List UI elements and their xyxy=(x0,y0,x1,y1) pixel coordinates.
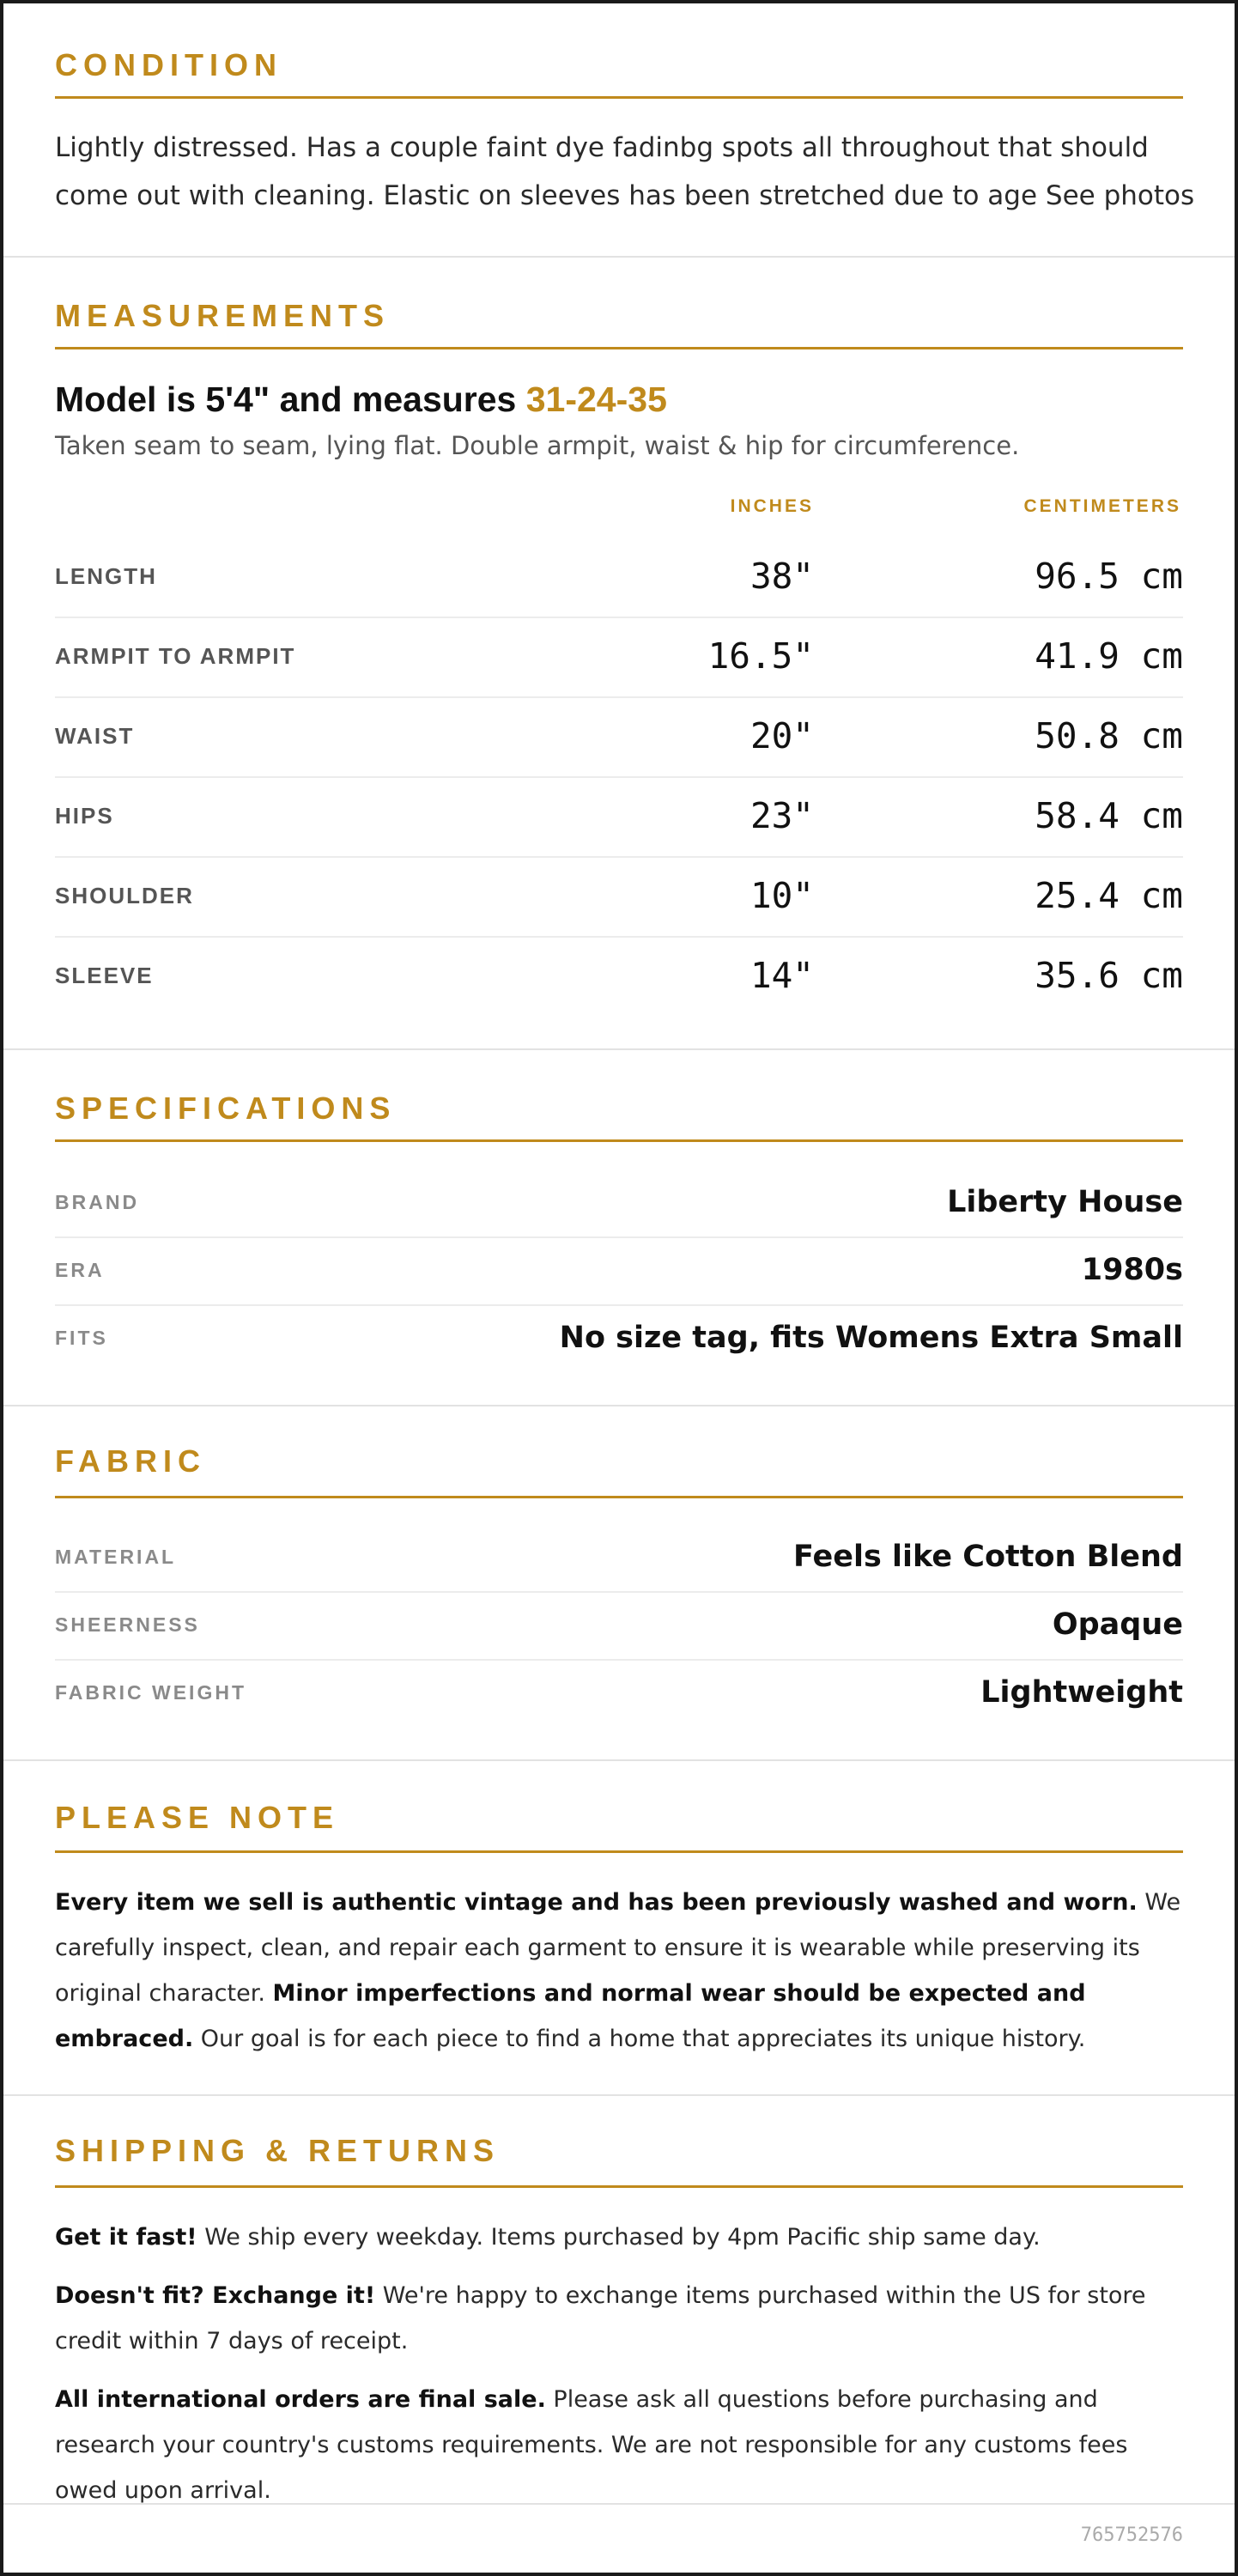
measurement-inches: 20" xyxy=(749,715,814,756)
measurements-rule xyxy=(55,347,1183,349)
fabric-heading: FABRIC xyxy=(55,1443,206,1479)
condition-heading: CONDITION xyxy=(55,47,282,82)
please-note-text-2: Our goal is for each piece to find a home that appreciates its unique history. xyxy=(193,2026,1086,2052)
please-note-bold-1: Every item we sell is authentic vintage and has been previously washed and worn. xyxy=(55,1889,1138,1916)
measurement-inches: 38" xyxy=(749,556,814,597)
shipping-paragraph-3 xyxy=(55,2377,1183,2513)
shipping-heading: SHIPPING & RETURNS xyxy=(55,2133,501,2168)
measurement-cm: 41.9 cm xyxy=(1035,635,1183,677)
spec-row-brand xyxy=(55,1169,1183,1238)
measurement-inches: 10" xyxy=(749,875,814,916)
spec-row-era xyxy=(55,1236,1183,1306)
shipping-section xyxy=(3,2094,1235,2505)
measurements-heading: MEASUREMENTS xyxy=(55,298,391,333)
measurement-label: HIPS xyxy=(55,803,114,829)
measurement-label: ARMPIT TO ARMPIT xyxy=(55,643,296,669)
condition-text-line-2: come out with cleaning. Elastic on sleeves has been stretched due to age See photos xyxy=(55,180,1195,211)
shipping-bold-2: Doesn't fit? Exchange it! xyxy=(55,2282,376,2309)
please-note-text-1: We carefully inspect, clean, and repair each garment to ensure it is wearable while preserving its original character. xyxy=(55,1889,1181,2007)
shipping-paragraph-2 xyxy=(55,2273,1183,2364)
spec-label: FITS xyxy=(55,1327,108,1349)
fabric-value: Lightweight xyxy=(980,1675,1183,1710)
measurement-label: SLEEVE xyxy=(55,963,154,988)
fabric-label: SHEERNESS xyxy=(55,1613,200,1636)
model-measures-value: 31-24-35 xyxy=(525,380,667,419)
centimeters-column-header: CENTIMETERS xyxy=(1023,496,1181,516)
condition-rule xyxy=(55,96,1183,99)
shipping-bold-1: Get it fast! xyxy=(55,2224,197,2251)
condition-section xyxy=(3,3,1235,258)
inches-column-header: INCHES xyxy=(730,496,814,516)
please-note-bold-2: Minor imperfections and normal wear should be expected and embraced. xyxy=(55,1980,1086,2052)
measurement-cm: 58.4 cm xyxy=(1035,795,1183,836)
measurement-cm: 35.6 cm xyxy=(1035,955,1183,996)
shipping-text-2: We're happy to exchange items purchased within the US for store credit within 7 days of receipt. xyxy=(55,2282,1146,2354)
shipping-rule xyxy=(55,2185,1183,2188)
model-prefix: Model is 5'4" and measures xyxy=(55,380,526,419)
spec-value: 1980s xyxy=(1081,1253,1183,1287)
fabric-row-material xyxy=(55,1523,1183,1593)
fabric-value: Feels like Cotton Blend xyxy=(793,1540,1183,1574)
measurement-inches: 16.5" xyxy=(707,635,814,677)
measurement-label: WAIST xyxy=(55,723,135,749)
fabric-rule xyxy=(55,1496,1183,1498)
fabric-row-sheerness xyxy=(55,1591,1183,1661)
shipping-text-1: We ship every weekday. Items purchased by 4pm Pacific ship same day. xyxy=(197,2224,1041,2251)
measurement-cm: 25.4 cm xyxy=(1035,875,1183,916)
please-note-heading: PLEASE NOTE xyxy=(55,1800,340,1835)
measurement-cm: 50.8 cm xyxy=(1035,715,1183,756)
measurement-label: SHOULDER xyxy=(55,883,194,908)
measurement-label: LENGTH xyxy=(55,563,157,589)
please-note-paragraph xyxy=(55,1880,1183,2062)
shipping-text-3: Please ask all questions before purchasing and research your country's customs requirements. We are not responsible for any customs fees owed upon arrival. xyxy=(55,2386,1128,2504)
spec-value: Liberty House xyxy=(947,1185,1183,1219)
fabric-label: MATERIAL xyxy=(55,1546,177,1568)
measurement-row xyxy=(55,856,1183,938)
spec-label: BRAND xyxy=(55,1191,140,1213)
spec-row-fits xyxy=(55,1304,1183,1372)
spec-label: ERA xyxy=(55,1259,105,1281)
measurement-row xyxy=(55,776,1183,858)
model-measures-line xyxy=(55,380,667,420)
fabric-value: Opaque xyxy=(1052,1607,1183,1642)
measurement-row xyxy=(55,696,1183,778)
condition-text-line-1: Lightly distressed. Has a couple faint dye fadinbg spots all throughout that should xyxy=(55,132,1149,163)
product-id: 765752576 xyxy=(1080,2524,1183,2546)
measurement-cm: 96.5 cm xyxy=(1035,556,1183,597)
shipping-bold-3: All international orders are final sale. xyxy=(55,2386,546,2413)
fabric-label: FABRIC WEIGHT xyxy=(55,1681,246,1704)
measurement-row xyxy=(55,537,1183,618)
please-note-rule xyxy=(55,1850,1183,1853)
shipping-paragraph-1 xyxy=(55,2215,1183,2260)
measurement-row xyxy=(55,936,1183,1016)
specifications-heading: SPECIFICATIONS xyxy=(55,1091,397,1126)
measurement-inches: 23" xyxy=(749,795,814,836)
specifications-rule xyxy=(55,1139,1183,1142)
measurement-note: Taken seam to seam, lying flat. Double armpit, waist & hip for circumference. xyxy=(55,431,1020,460)
fabric-row-weight xyxy=(55,1659,1183,1727)
measurement-row xyxy=(55,617,1183,698)
spec-value: No size tag, fits Womens Extra Small xyxy=(559,1321,1183,1355)
measurement-inches: 14" xyxy=(749,955,814,996)
please-note-section xyxy=(3,1759,1235,2096)
